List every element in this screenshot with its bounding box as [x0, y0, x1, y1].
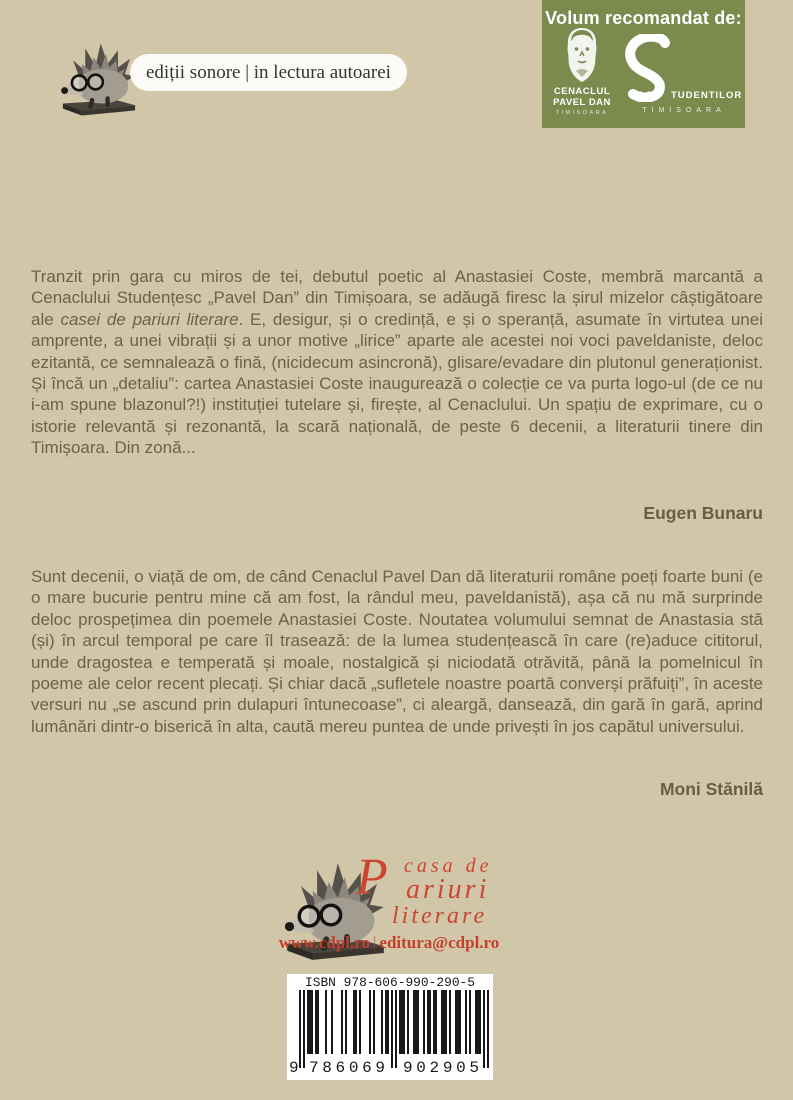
- isbn-barcode: [287, 974, 493, 1080]
- blurb1-text-end: . E, desigur, și o credință, e și o speranță, asumate în virtutea unei amprente, a unei vibrații și a unor motive „lirice” aparte ale acestei noi voci paveldaniste, deloc ezitantă, ce semnalează o fină, (nicidecum asincronă), glisare/evadare din plutonul generaționist. Și încă un „detaliu”: cartea Anastasiei Coste inaugurează o colecție ce va purta logo-ul (de ce nu i-am spune blazonul?!) instituției tutelare și, firește, al Cenaclului. Un spațiu de exprimare, cu o istorie relevantă și rezonantă, la scară națională, de peste 6 decenii, a literaturii tinere din Timișoara. Din zonă...: [31, 309, 763, 458]
- barcode-right-group: 902905: [403, 1059, 479, 1077]
- publisher-website: www.cdpl.ro: [278, 933, 371, 952]
- publisher-logo-line2: ariuri: [406, 874, 490, 905]
- pavel-dan-line2: PAVEL DAN: [553, 97, 611, 108]
- blurb1-text-italic: casei de pariuri literare: [60, 309, 239, 329]
- signature-eugen-bunaru: Eugen Bunaru: [643, 503, 763, 523]
- pavel-dan-line3: TIMISOARA: [555, 110, 609, 116]
- publisher-logo-line1: casa de: [404, 855, 493, 877]
- recommendation-title: Volum recomandat de:: [545, 8, 742, 28]
- recommendation-box: [542, 0, 745, 128]
- publisher-logo-line3: literare: [392, 903, 488, 929]
- signature-moni-stanila: Moni Stănilă: [659, 779, 763, 799]
- barcode-left-group: 786069: [309, 1059, 385, 1077]
- pavel-dan-portrait-icon: [562, 27, 602, 83]
- cenaclul-pavel-dan-logo: [542, 0, 622, 128]
- publisher-email: editura@cdpl.ro: [379, 933, 500, 952]
- hedgehog-logo-icon: [56, 33, 142, 119]
- blurb-eugen-bunaru: [31, 266, 763, 459]
- pavel-dan-line1: CENACLUL: [553, 86, 611, 97]
- tudentilor-label: TUDENTILOR: [671, 90, 743, 101]
- blurb-moni-stanila: Sunt decenii, o viață de om, de când Cenaclul Pavel Dan dă literaturii române poeți foarte buni (e o mare bucurie pentru mine că am fost, la rândul meu, paveldanistă), așa că nu mă surprinde deloc prospețimea din poemele Anastasiei Coste. Noutatea volumului semnat de Anastasia stă (și) în arcul temporal pe care îl trasează: de la lumea studențească în care (re)aduce cititorul, unde dragostea e temperată și moale, nostalgică și niciodată otrăvită, până la pomelnicul în poeme ale celor recent plecați. Și chiar dacă „sufletele noastre poartă converși prăfuiți”, în aceste versuri nu „se ascund prin dulapuri întunecoase”, ci aleargă, dansează, din gară în gară, aprind lumânări dintr-o biserică în alta, caută mereu puntea de unde privești în jos capătul universului.: [31, 567, 763, 736]
- publisher-contacts: [272, 933, 506, 953]
- contacts-separator: |: [373, 933, 377, 952]
- casa-studentilor-logo: [624, 0, 745, 128]
- ean13-barcode-svg: [287, 974, 493, 1080]
- isbn-label: ISBN 978-606-990-290-5: [305, 976, 475, 990]
- audio-edition-badge: [130, 54, 407, 91]
- casa-label: CASA: [629, 90, 662, 101]
- audio-edition-label: ediții sonore | in lectura autoarei: [146, 61, 391, 83]
- casa-timisoara-label: TIMISOARA: [642, 107, 726, 114]
- publisher-logo-initial: P: [356, 849, 388, 906]
- barcode-left-digit: 9: [289, 1059, 299, 1077]
- blurb1-text-start: Tranzit prin gara cu miros de tei, debutul poetic al Anastasiei Coste, membră marcantă a Cenaclului Studențesc „Pavel Dan” din Timișoara, se adăugă firesc la șirul mizelor câștigătoare ale: [31, 267, 763, 329]
